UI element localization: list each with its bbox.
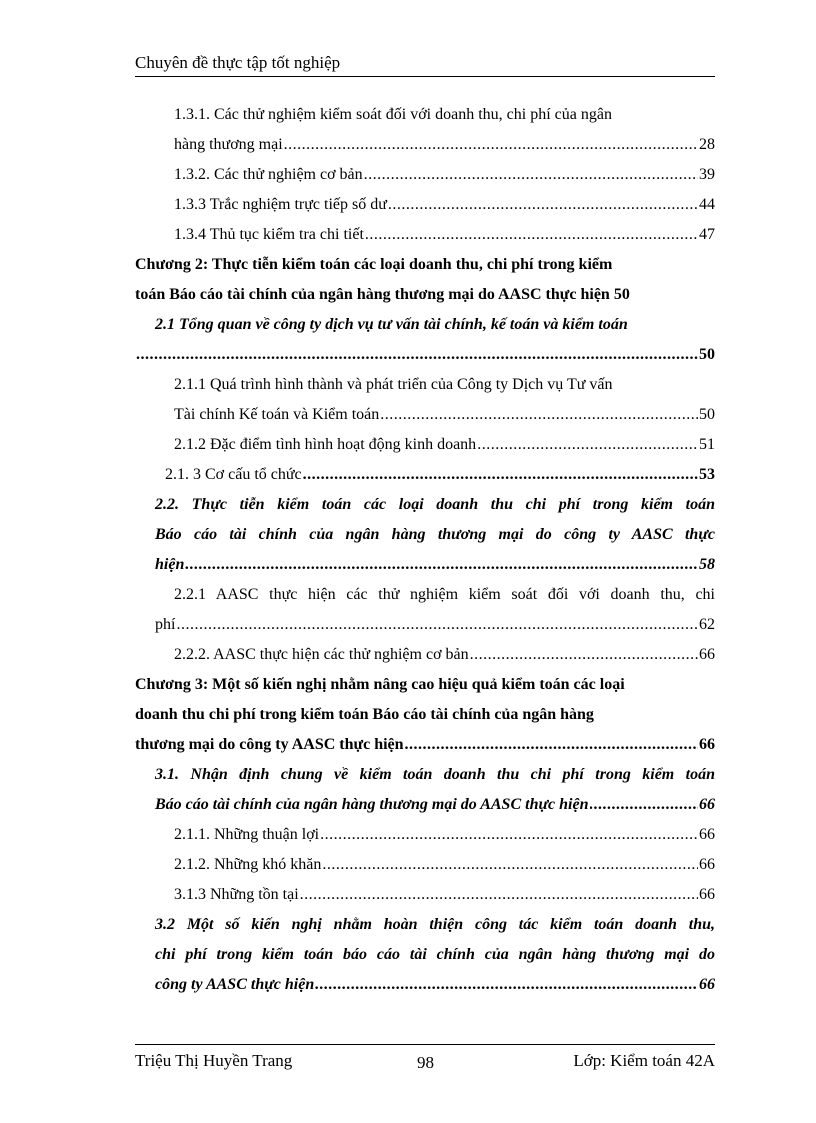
toc-page: 66: [699, 736, 715, 753]
toc-text: 2.2. Thực tiễn kiểm toán các loại doanh thu chi phí trong kiểm toán: [155, 496, 715, 513]
toc-text: toán Báo cáo tài chính của ngân hàng thương mại do AASC thực hiện 50: [135, 286, 630, 303]
toc-text: 2.1.1. Những thuận lợi: [174, 826, 320, 843]
toc-entry: [135, 190, 715, 220]
toc-text: 3.2 Một số kiến nghị nhằm hoàn thiện công tác kiểm toán doanh thu,: [155, 916, 715, 933]
toc-page: 58: [699, 556, 715, 573]
toc-leader: [477, 430, 698, 460]
toc-leader: [300, 880, 698, 910]
toc-leader: [320, 820, 698, 850]
toc-leader: [380, 400, 698, 430]
toc-page: 66: [699, 826, 715, 843]
toc-leader: [176, 610, 698, 640]
toc-page: 66: [699, 796, 715, 813]
toc-entry: [135, 220, 715, 250]
toc-page: 50: [699, 346, 715, 363]
toc-page: 39: [699, 166, 715, 183]
toc-text: 1.3.3 Trắc nghiệm trực tiếp số dư: [174, 196, 387, 213]
toc-text: 2.1.2 Đặc điểm tình hình hoạt động kinh doanh: [174, 436, 477, 453]
toc-page: 53: [699, 466, 715, 483]
toc-section-line: [135, 940, 715, 970]
toc-entry: [135, 970, 715, 1000]
toc-text: 1.3.4 Thủ tục kiểm tra chi tiết: [174, 226, 364, 243]
toc-section-line: [135, 490, 715, 520]
toc-text: Báo cáo tài chính của ngân hàng thương mại do AASC thực hiện: [155, 796, 589, 813]
toc-entry: [135, 820, 715, 850]
toc-page: 28: [699, 136, 715, 153]
toc-text: 2.2.2. AASC thực hiện các thử nghiệm cơ bản: [174, 646, 469, 663]
toc-leader: [365, 220, 698, 250]
toc-text: Chương 2: Thực tiễn kiểm toán các loại doanh thu, chi phí trong kiểm: [135, 256, 613, 273]
toc-leader: [303, 460, 698, 490]
toc-leader: [284, 130, 698, 160]
toc-text: 2.1.1 Quá trình hình thành và phát triển của Công ty Dịch vụ Tư vấn: [174, 376, 613, 393]
page-header: [135, 52, 715, 77]
toc-page: 66: [699, 976, 715, 993]
toc-chapter-line: [135, 700, 715, 730]
toc-section-line: [135, 910, 715, 940]
toc-page: 44: [699, 196, 715, 213]
page-footer: [135, 1044, 715, 1077]
toc-text: Chương 3: Một số kiến nghị nhằm nâng cao hiệu quả kiểm toán các loại: [135, 676, 625, 693]
toc-leader: [322, 850, 698, 880]
toc-entry: [135, 340, 715, 370]
toc-text: 2.1.2. Những khó khăn: [174, 856, 322, 873]
toc-text: 1.3.1. Các thử nghiệm kiểm soát đối với doanh thu, chi phí của ngân: [174, 106, 612, 123]
toc-line: [135, 370, 715, 400]
toc-entry: [135, 790, 715, 820]
toc-text: công ty AASC thực hiện: [155, 976, 315, 993]
footer-page-number: 98: [417, 1053, 434, 1072]
toc-entry: [135, 850, 715, 880]
toc-text: phí: [155, 616, 176, 633]
toc-text: Báo cáo tài chính của ngân hàng thương mại do công ty AASC thực: [155, 526, 715, 543]
toc-page: 50: [699, 406, 715, 423]
toc-page: 66: [699, 856, 715, 873]
toc-leader: [405, 730, 698, 760]
toc-leader: [315, 970, 698, 1000]
toc-section-line: [135, 760, 715, 790]
toc-page: 47: [699, 226, 715, 243]
toc-text: hiện: [155, 556, 185, 573]
toc-page: 66: [699, 886, 715, 903]
toc-leader: [388, 190, 698, 220]
toc-entry: [135, 460, 715, 490]
header-title: Chuyên đề thực tập tốt nghiệp: [135, 53, 341, 72]
toc-entry: [135, 610, 715, 640]
toc-leader: [185, 550, 698, 580]
toc-text: 3.1.3 Những tồn tại: [174, 886, 299, 903]
toc-leader: [590, 790, 699, 820]
toc-entry: [135, 130, 715, 160]
toc-text: doanh thu chi phí trong kiểm toán Báo cáo tài chính của ngân hàng: [135, 706, 594, 723]
toc-section-line: [135, 310, 715, 340]
toc-entry: [135, 430, 715, 460]
table-of-contents: [135, 100, 715, 1000]
toc-leader: [470, 640, 698, 670]
toc-leader: [364, 160, 698, 190]
footer-class: Lớp: Kiểm toán 42A: [573, 1051, 715, 1070]
toc-text: 2.1. 3 Cơ cấu tổ chức: [165, 466, 302, 483]
toc-text: chi phí trong kiểm toán báo cáo tài chính của ngân hàng thương mại do: [155, 946, 715, 963]
toc-text: 2.2.1 AASC thực hiện các thử nghiệm kiểm soát đối với doanh thu, chi: [174, 586, 715, 603]
toc-leader: [136, 340, 698, 370]
toc-line: [135, 580, 715, 610]
toc-text: 2.1 Tổng quan về công ty dịch vụ tư vấn tài chính, kế toán và kiểm toán: [155, 316, 628, 333]
toc-entry: [135, 880, 715, 910]
toc-chapter-line: [135, 670, 715, 700]
toc-entry: [135, 730, 715, 760]
toc-text: hàng thương mại: [174, 136, 283, 153]
toc-chapter-line: [135, 280, 715, 310]
toc-text: thương mại do công ty AASC thực hiện: [135, 736, 404, 753]
toc-line: [135, 100, 715, 130]
toc-entry: [135, 160, 715, 190]
toc-entry: [135, 640, 715, 670]
footer-author: Triệu Thị Huyền Trang: [135, 1051, 293, 1070]
toc-section-line: [135, 520, 715, 550]
toc-page: 62: [699, 616, 715, 633]
toc-text: Tài chính Kế toán và Kiểm toán: [174, 406, 380, 423]
toc-chapter-line: [135, 250, 715, 280]
toc-text: 1.3.2. Các thử nghiệm cơ bản: [174, 166, 363, 183]
toc-page: 51: [699, 436, 715, 453]
toc-entry: [135, 400, 715, 430]
toc-page: 66: [699, 646, 715, 663]
toc-entry: [135, 550, 715, 580]
toc-text: 3.1. Nhận định chung về kiểm toán doanh thu chi phí trong kiểm toán: [155, 766, 715, 783]
